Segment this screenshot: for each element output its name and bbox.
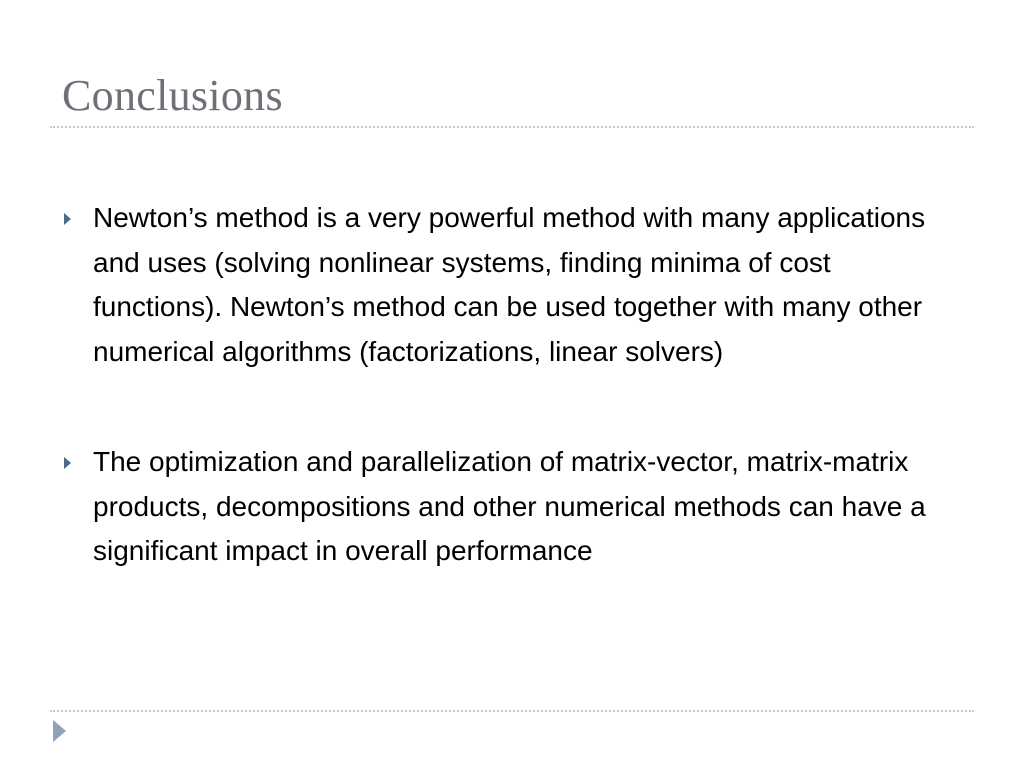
bullet-item (60, 440, 960, 574)
bullet-item (60, 196, 960, 374)
bullet-text: The optimization and parallelization of matrix-vector, matrix-matrix products, decompositions and other numerical methods can have a significant impact in overall performance (93, 446, 926, 566)
title-divider (50, 126, 974, 128)
slide-title: Conclusions (62, 71, 283, 120)
triangle-right-icon (64, 213, 71, 225)
play-next-icon[interactable] (53, 720, 66, 742)
bullet-text: Newton’s method is a very powerful method with many applications and uses (solving nonlinear systems, finding minima of cost functions). Newton’s method can be used together with many other numerical algorithms (factorizations, linear solvers) (93, 202, 926, 367)
footer-divider (50, 710, 974, 712)
bullet-list (60, 196, 960, 574)
triangle-right-icon (64, 457, 71, 469)
